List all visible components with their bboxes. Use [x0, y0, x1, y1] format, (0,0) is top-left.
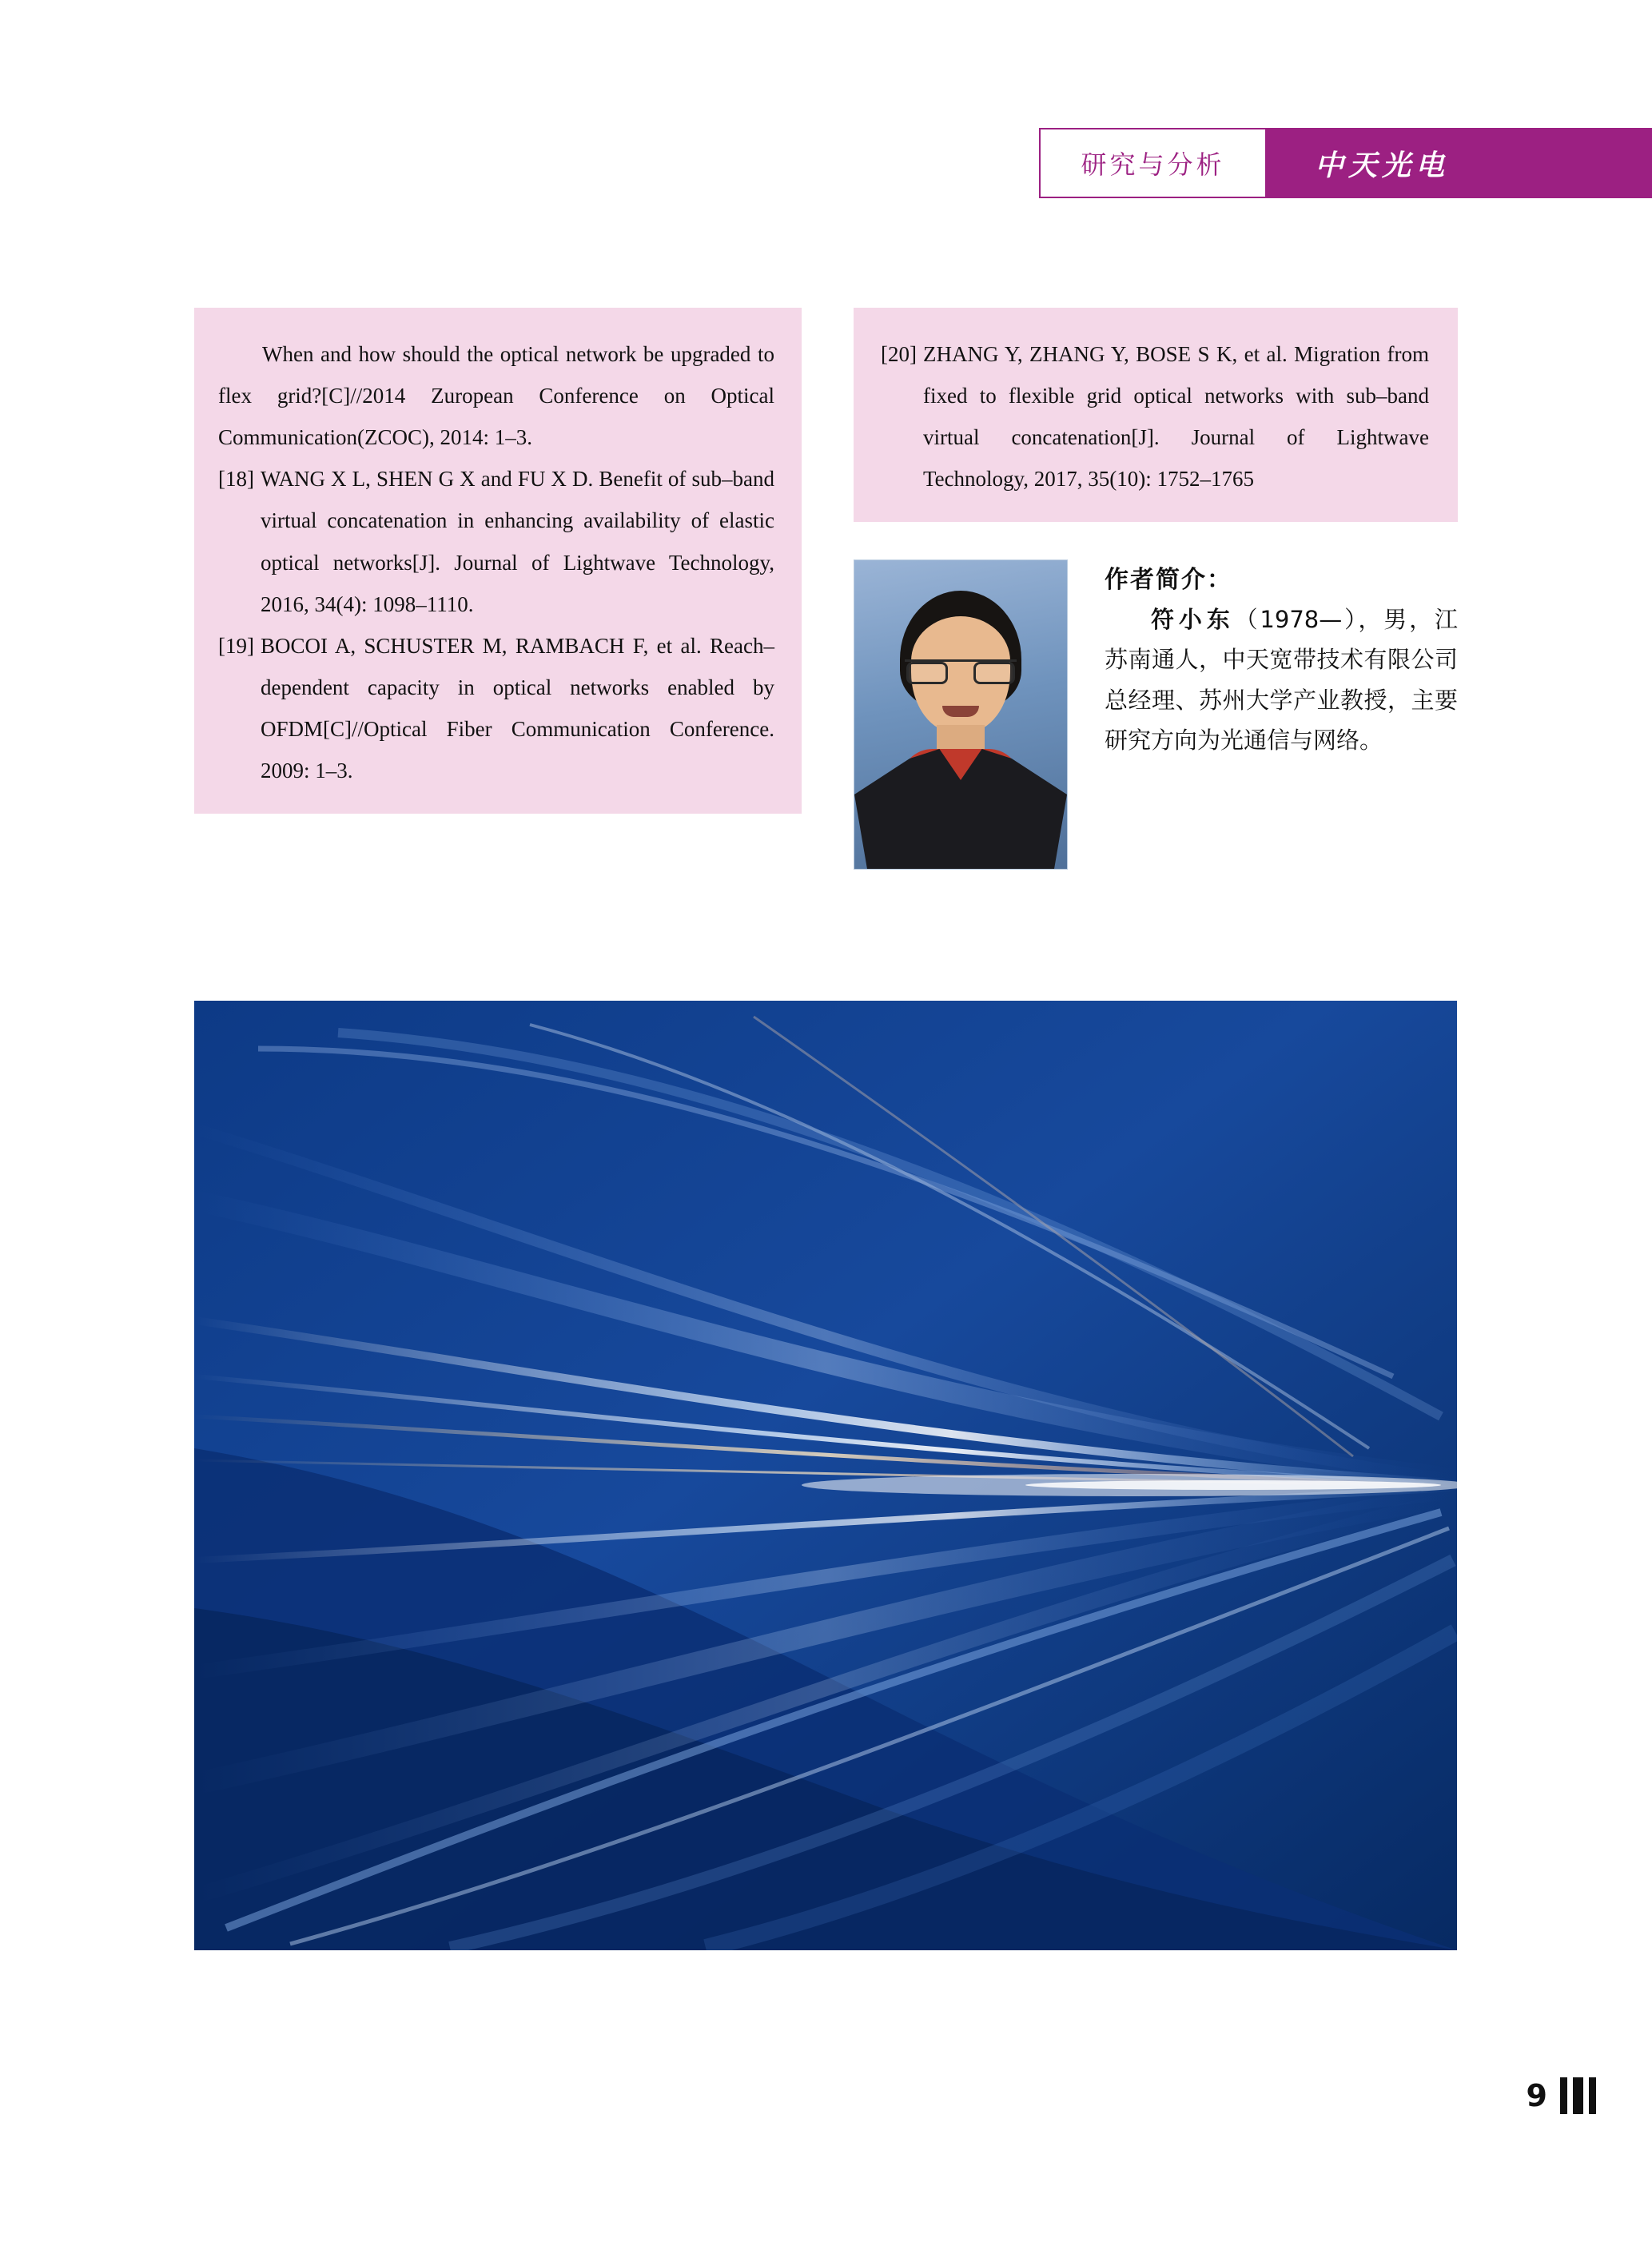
reference-item — [218, 458, 774, 624]
footer-bars-decoration — [1560, 2077, 1596, 2114]
footer-bar — [1573, 2077, 1583, 2114]
reference-tag: [20] — [881, 342, 917, 366]
reference-item — [881, 333, 1429, 500]
header-brand-logo: 中天光电 — [1267, 128, 1652, 198]
reference-tag: [19] — [218, 633, 254, 658]
footer-bar — [1560, 2077, 1567, 2114]
reference-text: BOCOI A, SCHUSTER M, RAMBACH F, et al. Reach–dependent capacity in optical networks enabled by OFDM[C]//Optical Fiber Communication Conference. 2009: 1–3. — [260, 633, 774, 783]
header-section-tab: 研究与分析 — [1039, 128, 1267, 198]
references-right-column — [854, 308, 1458, 522]
portrait-glasses — [905, 659, 1017, 683]
author-bio-description: （1978—），男，江苏南通人，中天宽带技术有限公司总经理、苏州大学产业教授，主要研究方向为光通信与网络。 — [1105, 606, 1458, 755]
author-bio-block — [854, 560, 1458, 870]
author-portrait-photo — [854, 560, 1068, 870]
decorative-figure — [194, 1001, 1457, 1950]
author-bio-text — [1068, 560, 1458, 761]
portrait-mouth — [942, 706, 979, 717]
figure-graphic — [194, 1001, 1457, 1950]
reference-tag: [18] — [218, 467, 254, 492]
references-left-column — [194, 308, 802, 814]
reference-text: WANG X L, SHEN G X and FU X D. Benefit of sub–band virtual concatenation in enhancing availability of elastic optical networks[J]. Journal of Lightwave Technology, 2016, 34(4): 1098–1110. — [260, 467, 774, 616]
author-name: 符小东 — [1151, 606, 1235, 633]
page-header — [1039, 128, 1652, 198]
reference-item — [218, 625, 774, 791]
page-number: 9 — [1526, 2078, 1547, 2113]
reference-item — [218, 333, 774, 458]
reference-text: When and how should the optical network be upgraded to flex grid?[C]//2014 Zuropean Conference on Optical Communication(ZCOC), 2014: 1–3. — [218, 342, 774, 450]
footer-bar — [1589, 2077, 1596, 2114]
page-footer — [1527, 2077, 1596, 2114]
reference-text: ZHANG Y, ZHANG Y, BOSE S K, et al. Migration from fixed to flexible grid optical networks with sub–band virtual concatenation[J]. Journal of Lightwave Technology, 2017, 35(10): 1752–1765 — [922, 342, 1429, 492]
author-bio-body — [1105, 599, 1458, 761]
author-bio-title: 作者简介： — [1105, 566, 1232, 594]
